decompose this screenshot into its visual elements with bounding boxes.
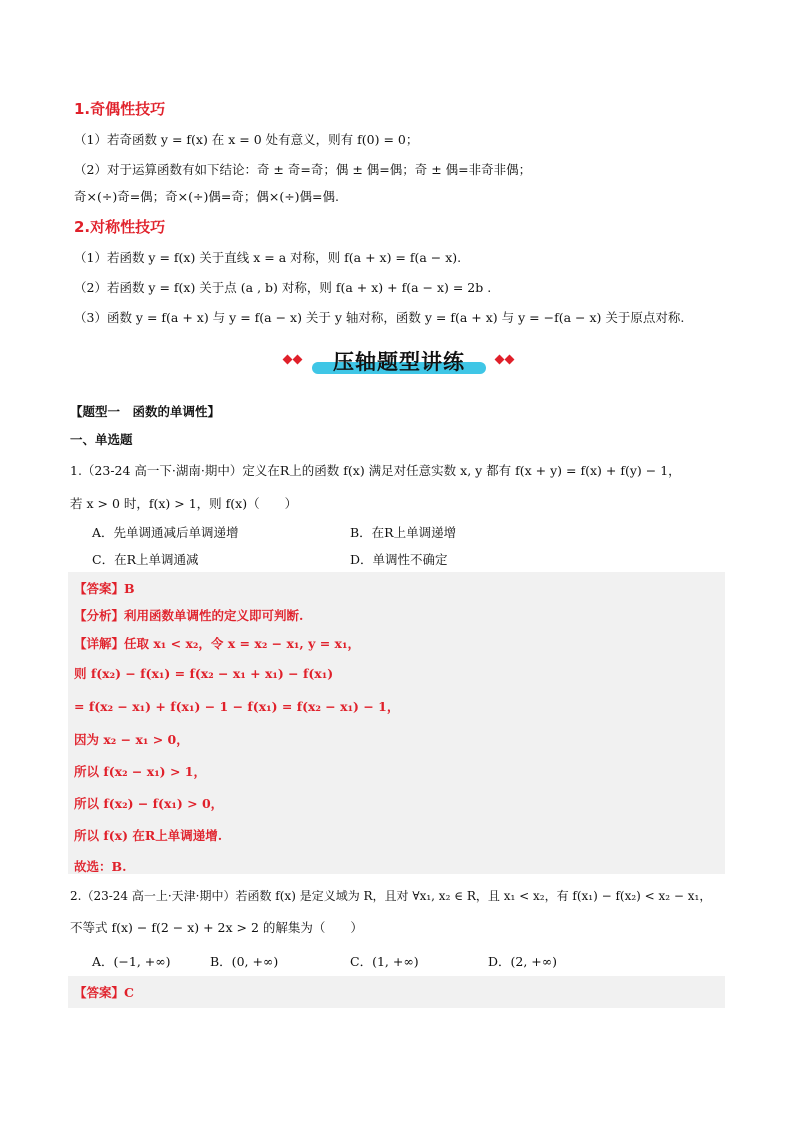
q2-option-b: B．(0, +∞): [210, 954, 279, 969]
tip-line-4: （1）若函数 y = f(x) 关于直线 x = a 对称，则 f(a + x) = f(a − x).: [74, 250, 462, 265]
q1-analysis: 【分析】利用函数单调性的定义即可判断.: [74, 608, 304, 623]
banner-title: 压轴题型讲练: [333, 350, 465, 374]
tip-line-1: （1）若奇函数 y = f(x) 在 x = 0 处有意义，则有 f(0) = 0；: [74, 132, 419, 147]
q1-option-c: C．在R上单调通减: [92, 552, 199, 567]
single-choice-subtitle: 一、单选题: [70, 432, 133, 447]
q1-option-b: B．在R上单调递增: [350, 525, 457, 540]
q1-option-a: A．先单调通减后单调递增: [92, 525, 239, 540]
q1-detail-3: = f(x₂ − x₁) + f(x₁) − 1 − f(x₁) = f(x₂ − x₁) − 1，: [74, 699, 400, 714]
q2-stem-line-1: 2.（23-24 高一上·天津·期中）若函数 f(x) 是定义域为 R，且对 ∀x₁, x₂ ∈ R，且 x₁ < x₂，有 f(x₁) − f(x₂) < x₂ − x₁，: [70, 889, 712, 903]
q1-detail-8: 故选：B.: [74, 859, 127, 874]
q2-answer-box: [68, 976, 725, 1008]
q1-detail-2: 则 f(x₂) − f(x₁) = f(x₂ − x₁ + x₁) − f(x₁): [74, 666, 334, 681]
tip-line-3: 奇×(÷)奇=偶；奇×(÷)偶=奇；偶×(÷)偶=偶.: [74, 189, 339, 204]
q1-stem-line-2: 若 x > 0 时，f(x) > 1，则 f(x)（ ）: [70, 496, 298, 511]
q2-answer: 【答案】C: [74, 985, 134, 1000]
q2-option-d: D．(2, +∞): [488, 954, 558, 969]
q2-option-c: C．(1, +∞): [350, 954, 419, 969]
q1-detail-5: 所以 f(x₂ − x₁) > 1，: [74, 764, 206, 779]
tip-line-6: （3）函数 y = f(a + x) 与 y = f(a − x) 关于 y 轴对称，函数 y = f(a + x) 与 y = −f(a − x) 关于原点对称.: [74, 310, 685, 325]
q1-detail-6: 所以 f(x₂) − f(x₁) > 0，: [74, 796, 224, 811]
q1-detail-7: 所以 f(x) 在R上单调递增.: [74, 828, 223, 843]
q2-stem-line-2: 不等式 f(x) − f(2 − x) + 2x > 2 的解集为（ ）: [70, 920, 363, 935]
tip-line-2: （2）对于运算函数有如下结论：奇 ± 奇=奇；偶 ± 偶=偶；奇 ± 偶=非奇非偶；: [74, 162, 532, 177]
heading-parity-tips: 1.奇偶性技巧: [74, 100, 166, 118]
heading-symmetry-tips: 2.对称性技巧: [74, 218, 166, 236]
tip-line-5: （2）若函数 y = f(x) 关于点 (a , b) 对称，则 f(a + x) + f(a − x) = 2b .: [74, 280, 492, 295]
q1-stem-line-1: 1.（23-24 高一下·湖南·期中）定义在R上的函数 f(x) 满足对任意实数 x, y 都有 f(x + y) = f(x) + f(y) − 1，: [70, 463, 681, 478]
q2-option-a: A．(−1, +∞): [92, 954, 171, 969]
q1-detail-4: 因为 x₂ − x₁ > 0，: [74, 732, 189, 747]
q1-detail-1: 【详解】任取 x₁ < x₂，令 x = x₂ − x₁, y = x₁，: [74, 636, 360, 651]
q1-option-d: D．单调性不确定: [350, 552, 448, 567]
question-type-label: 【题型一 函数的单调性】: [70, 404, 221, 419]
q1-answer: 【答案】B: [74, 581, 135, 596]
